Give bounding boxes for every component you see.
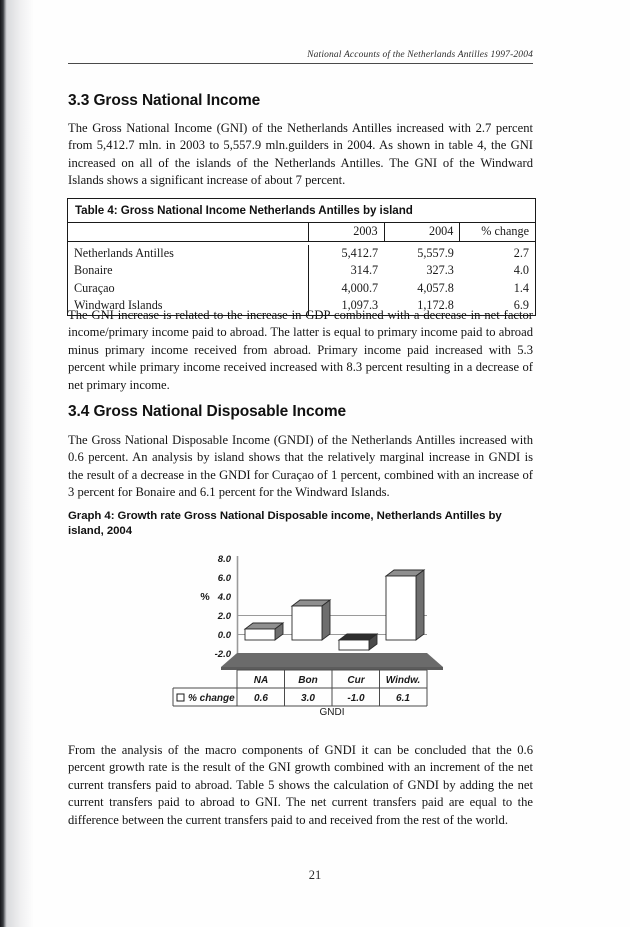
chart-value-label: 3.0 [301,693,315,704]
table-4-cell-label: Bonaire [68,262,308,280]
table-4-header-2003: 2003 [308,223,384,241]
table-4-cell-label: Windward Islands [68,297,308,315]
table-4-cell-change: 6.9 [513,298,529,312]
chart-bar-bon [292,600,330,640]
y-tick-label: 4.0 [217,592,231,603]
table-4-cell-2004: 5,557.9 [417,245,454,260]
table-4-cell-change: 1.4 [513,280,529,295]
table-4-cell-label: Curaçao [68,280,308,298]
legend-swatch-icon [177,694,184,701]
scan-gutter-shadow [7,0,33,927]
graph-4-chart [165,548,465,716]
table-4-header-blank [68,223,308,241]
table-4-title: Table 4: Gross National Income Netherlands Antilles by island [68,199,535,223]
section-heading-gross-national-disposable-income: 3.4 Gross National Disposable Income [68,403,347,420]
chart-canvas [165,548,465,716]
table-4-header-2004: 2004 [384,223,460,241]
section-heading-gross-national-income: 3.3 Gross National Income [68,92,261,109]
table-4-grid [68,223,535,315]
table-4-header-change: % change [460,223,535,241]
y-tick-label: 2.0 [217,611,231,622]
scan-left-edge [0,0,7,927]
table-4-cell-2003: 314.7 [350,263,379,277]
chart-value-label: -1.0 [347,693,365,704]
running-header [68,50,533,64]
graph-4-caption: Graph 4: Growth rate Gross National Disposable income, Netherlands Antilles by island, 2004 [68,510,502,537]
paragraph-gndi-closing: From the analysis of the macro components of GNDI it can be concluded that the 0.6 percent growth rate is the result of the GNI growth combined with an increment of the net current transfers paid to abroad. Table 5 shows the calculation of GNDI by adding the net current transfers paid to abroad to GNI. The net current transfers paid are equal to the difference between the current transfers paid to and received from the rest of the world. [68,743,533,827]
chart-data-table [173,670,427,706]
table-4-cell-2003: 5,412.7 [341,245,379,260]
chart-bar-windw [386,570,424,640]
table-4 [67,198,536,316]
y-tick-label: 6.0 [217,573,231,584]
chart-y-axis [215,554,232,660]
y-tick-label: 8.0 [217,554,231,565]
table-4-cell-2003: 1,097.3 [341,298,379,312]
running-header-rule [68,63,533,64]
chart-x-axis-title: GNDI [319,707,345,716]
running-header-title: National Accounts of the Netherlands Antilles 1997-2004 [307,50,533,60]
chart-bar-na [245,623,283,640]
table-4-cell-change: 2.7 [513,245,529,260]
chart-floor [221,653,443,667]
paragraph-gndi-intro: The Gross National Disposable Income (GNDI) of the Netherlands Antilles increased with 0.6 percent. An analysis by island shows that the relatively marginal increase in GNDI is the result of a decrease in the GNDI for Curaçao of 1 percent, combined with an increase of 3 percent for Bonaire and 6.1 percent for the Windward Islands. [68,433,533,500]
table-4-cell-2003: 4,000.7 [341,280,379,295]
table-4-cell-2004: 327.3 [426,263,454,277]
chart-category-label: Cur [347,675,365,686]
table-4-cell-label: Netherlands Antilles [68,245,308,263]
table-row [68,280,535,298]
chart-category-label: Windw. [385,675,421,686]
chart-value-label: 0.6 [254,693,268,704]
table-row [68,245,535,263]
table-4-header-row [68,223,535,241]
chart-category-label: NA [253,675,269,686]
table-4-cell-2004: 1,172.8 [417,298,454,312]
page-number: 21 [308,868,322,882]
table-4-cell-2004: 4,057.8 [417,280,454,295]
paragraph-gni-analysis: The GNI increase is related to the increase in GDP combined with a decrease in net factor income/primary income paid to abroad. The latter is equal to primary income paid to abroad minus primary income received from abroad. Primary income paid increased with 5.3 percent while primary income received increased with 8.3 percent resulting in a decrease of net primary income. [68,308,533,392]
y-tick-label: 0.0 [217,630,231,641]
chart-value-label: 6.1 [396,693,410,704]
y-tick-label: -2.0 [214,649,231,660]
chart-category-label: Bon [298,675,318,686]
chart-bar-cur [339,634,377,650]
chart-y-axis-title: % [200,591,210,603]
paragraph-gni-intro: The Gross National Income (GNI) of the Netherlands Antilles increased with 2.7 percent from 5,412.7 mln. in 2003 to 5,557.9 mln.guilders in 2004. As shown in table 4, the GNI increased on all of the islands of the Netherlands Antilles. The GNI of the Windward Islands shows a significant increase of about 7 percent. [68,121,533,188]
table-row [68,262,535,280]
table-4-cell-change: 4.0 [513,263,529,277]
chart-legend-label: % change [188,693,235,704]
